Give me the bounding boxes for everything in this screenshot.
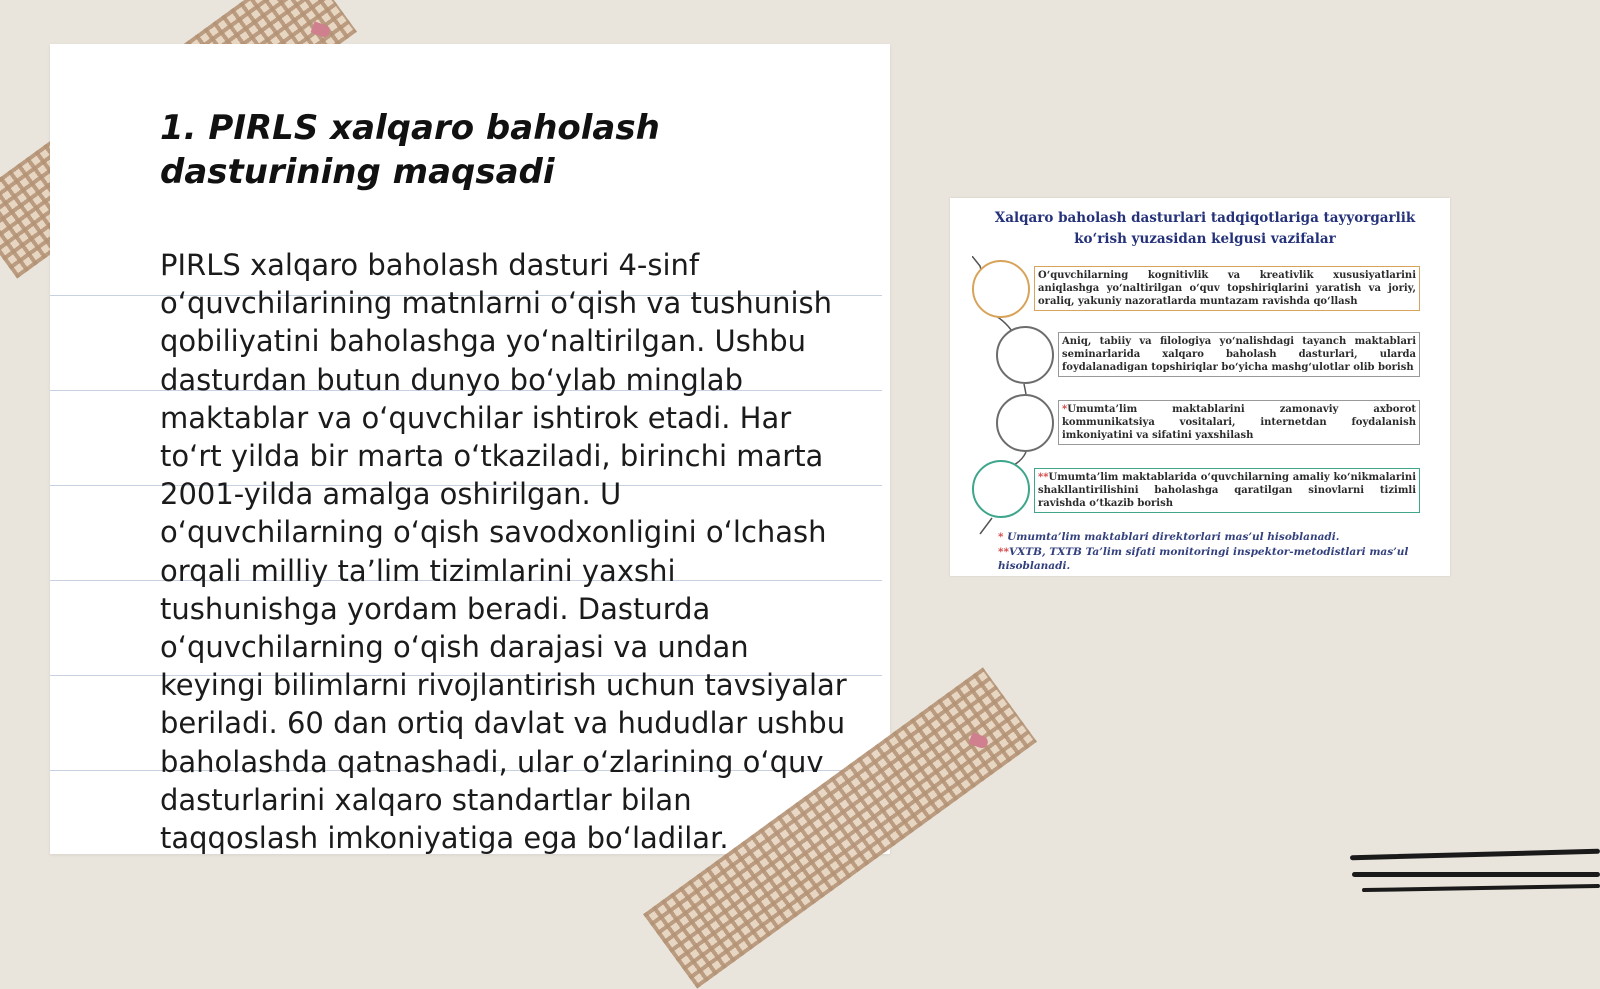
timeline-circle: [996, 326, 1054, 384]
body-paragraph: PIRLS xalqaro baholash dasturi 4-sinf o‘quvchilarining matnlarni o‘qish va tushunish qobiliyatini baholashga yo‘naltirilgan. Ushbu dasturdan butun dunyo bo‘ylab minglab maktablar va o‘quvchilar ishtirok etadi. Har to‘rt yilda bir marta o‘tkaziladi, birinchi marta 2001-yilda amalga oshirilgan. U o‘quvchilarning o‘qish savodxonligini o‘lchash orqali milliy ta’lim tizimlarini yaxshi tushunishga yordam beradi. Dasturda o‘quvchilarning o‘qish darajasi va undan keyingi bilimlarni rivojlantirish uchun tavsiyalar beriladi. 60 dan ortiq davlat va hududlar ushbu baholashda qatnashadi, ular o‘zlarining o‘quv dasturlarini xalqaro standartlar bilan taqqoslash imkoniyatiga ega bo‘ladilar.: [160, 248, 847, 856]
slide-title: 1. PIRLS xalqaro baholash dasturining maqsadi: [160, 108, 660, 192]
footnote-text: Umumta’lim maktablari direktorlari mas’ul hisoblanadi.: [1003, 531, 1340, 543]
task-marker: **: [1038, 472, 1049, 483]
task-box-2: [1058, 332, 1420, 377]
timeline-circle: [972, 260, 1030, 318]
task-box-4: [1034, 468, 1420, 513]
tasks-diagram-image: [950, 198, 1450, 576]
timeline-circle: [996, 394, 1054, 452]
brush-stripe: [1362, 884, 1600, 892]
footnote-marker: **: [998, 546, 1009, 558]
task-box-3: [1058, 400, 1420, 445]
task-text: Aniq, tabiiy va filologiya yo‘nalishdagi tayanch maktablari seminarlarida xalqaro baholash dasturlari, ularda foydalanadigan topshiriqlar bo‘yicha mashg‘ulotlar olib borish: [1062, 336, 1416, 373]
timeline-circle: [972, 460, 1030, 518]
diagram-footnote: [998, 545, 1448, 573]
diagram-footnote: [998, 530, 1448, 544]
task-marker: *: [1062, 404, 1068, 415]
task-box-1: [1034, 266, 1420, 311]
diagram-title: Xalqaro baholash dasturlari tadqiqotlariga tayyorgarlik ko‘rish yuzasidan kelgusi vazifalar: [994, 210, 1416, 247]
task-text: O‘quvchilarning kognitivlik va kreativlik xususiyatlarini aniqlashga yo‘naltirilgan o‘quv topshiriqlarini yaratish va joriy, oraliq, yakuniy nazoratlarda muntazam ravishda qo‘llash: [1038, 270, 1416, 307]
footnote-marker: *: [998, 531, 1004, 543]
footnote-text: VXTB, TXTB Ta’lim sifati monitoringi inspektor-metodistlari mas’ul hisoblanadi.: [998, 546, 1409, 572]
task-text: Umumta’lim maktablarida o‘quvchilarning amaliy ko‘nikmalarini shakllantirilishini baholashga qaratilgan sinovlarni tizimli ravishda o‘tkazib borish: [1038, 472, 1416, 509]
task-text: Umumta’lim maktablarini zamonaviy axborot kommunikatsiya vositalari, internetdan foydalanish imkoniyatini va sifatini yaxshilash: [1062, 404, 1416, 441]
brush-stripe: [1352, 872, 1600, 877]
brush-stripe: [1350, 849, 1600, 861]
